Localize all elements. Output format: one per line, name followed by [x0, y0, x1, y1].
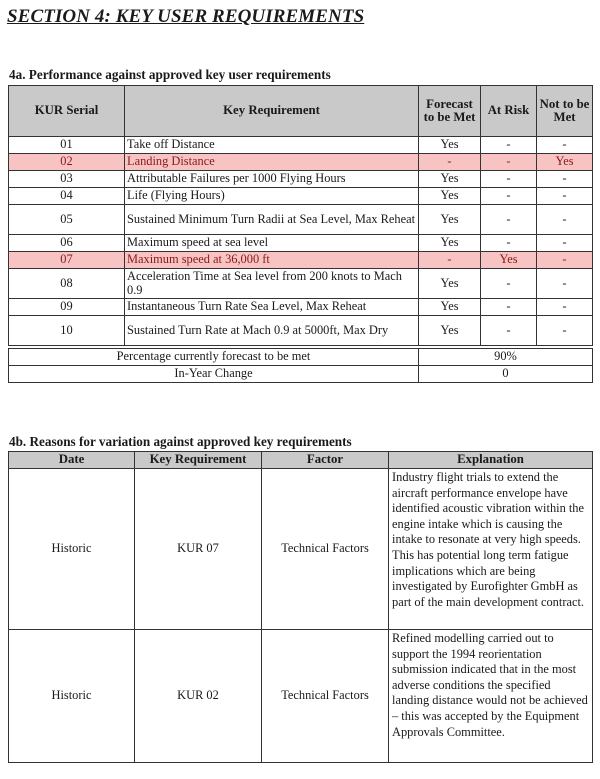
col-header-kur-serial: KUR Serial	[9, 86, 125, 137]
table-row	[9, 235, 593, 252]
variation-heading: 4b. Reasons for variation against approved key requirements	[9, 434, 352, 449]
kur-serial: 01	[9, 137, 125, 154]
kur-forecast: Yes	[419, 299, 481, 316]
kur-not-met: -	[537, 171, 593, 188]
kur-at-risk: -	[481, 171, 537, 188]
kur-forecast: Yes	[419, 269, 481, 299]
col-header-key-requirement: Key Requirement	[125, 86, 419, 137]
variation-explanation: Industry flight trials to extend the aircraft performance envelope have identified acoustic vibration within the engine intake which is causing the intake to resonate at very high speeds. This has potential long term fatigue implications which are being investigated by Eurofighter GmbH as part of the main development contract.	[389, 469, 593, 630]
kur-forecast: Yes	[419, 205, 481, 235]
table-row	[9, 137, 593, 154]
kur-serial: 06	[9, 235, 125, 252]
kur-requirement: Life (Flying Hours)	[125, 188, 419, 205]
kur-at-risk: -	[481, 269, 537, 299]
kur-requirement: Maximum speed at 36,000 ft	[125, 252, 419, 269]
percentage-label: Percentage currently forecast to be met	[9, 349, 419, 366]
kur-not-met: -	[537, 316, 593, 346]
kur-requirement: Acceleration Time at Sea level from 200 knots to Mach 0.9	[125, 269, 419, 299]
kur-serial: 03	[9, 171, 125, 188]
col-header-factor: Factor	[262, 452, 389, 469]
kur-at-risk: -	[481, 205, 537, 235]
table-row-highlighted	[9, 252, 593, 269]
percentage-row	[9, 349, 593, 366]
table-row	[9, 171, 593, 188]
col-header-date: Date	[9, 452, 135, 469]
kur-not-met: -	[537, 269, 593, 299]
kur-at-risk: -	[481, 316, 537, 346]
kur-serial: 08	[9, 269, 125, 299]
col-header-explanation: Explanation	[389, 452, 593, 469]
kur-requirement: Sustained Turn Rate at Mach 0.9 at 5000ft, Max Dry	[125, 316, 419, 346]
kur-serial: 07	[9, 252, 125, 269]
col-header-forecast: Forecast to be Met	[419, 86, 481, 137]
table-row-highlighted	[9, 154, 593, 171]
variation-date: Historic	[9, 469, 135, 630]
kur-at-risk: -	[481, 137, 537, 154]
table-row	[9, 299, 593, 316]
percentage-value: 90%	[419, 349, 593, 366]
kur-serial: 10	[9, 316, 125, 346]
variation-date: Historic	[9, 630, 135, 763]
variation-factor: Technical Factors	[262, 630, 389, 763]
kur-forecast: Yes	[419, 171, 481, 188]
variation-requirement: KUR 07	[135, 469, 262, 630]
table-row	[9, 316, 593, 346]
kur-not-met: -	[537, 299, 593, 316]
variation-requirement: KUR 02	[135, 630, 262, 763]
performance-heading: 4a. Performance against approved key user requirements	[9, 67, 331, 82]
kur-at-risk: -	[481, 188, 537, 205]
kur-not-met: Yes	[537, 154, 593, 171]
kur-requirement: Sustained Minimum Turn Radii at Sea Level, Max Reheat	[125, 205, 419, 235]
table-header-row	[9, 86, 593, 137]
kur-serial: 09	[9, 299, 125, 316]
kur-forecast: -	[419, 252, 481, 269]
kur-requirement: Take off Distance	[125, 137, 419, 154]
table-row	[9, 469, 593, 630]
col-header-at-risk: At Risk	[481, 86, 537, 137]
variation-table	[8, 451, 593, 763]
in-year-value: 0	[419, 366, 593, 383]
kur-forecast: Yes	[419, 235, 481, 252]
kur-forecast: Yes	[419, 188, 481, 205]
table-row	[9, 269, 593, 299]
col-header-not-met: Not to be Met	[537, 86, 593, 137]
kur-not-met: -	[537, 205, 593, 235]
kur-not-met: -	[537, 235, 593, 252]
kur-serial: 04	[9, 188, 125, 205]
kur-not-met: -	[537, 188, 593, 205]
table-header-row	[9, 452, 593, 469]
in-year-label: In-Year Change	[9, 366, 419, 383]
table-row	[9, 205, 593, 235]
table-row	[9, 188, 593, 205]
kur-requirement: Instantaneous Turn Rate Sea Level, Max Reheat	[125, 299, 419, 316]
section-title: SECTION 4: KEY USER REQUIREMENTS	[7, 6, 365, 27]
kur-not-met: -	[537, 137, 593, 154]
kur-forecast: Yes	[419, 137, 481, 154]
kur-serial: 02	[9, 154, 125, 171]
kur-at-risk: Yes	[481, 252, 537, 269]
kur-requirement: Attributable Failures per 1000 Flying Hours	[125, 171, 419, 188]
variation-explanation: Refined modelling carried out to support the 1994 reorientation submission indicated that in the most adverse conditions the specified landing distance would not be achieved – this was accepted by the Equipment Approvals Committee.	[389, 630, 593, 763]
kur-requirement: Maximum speed at sea level	[125, 235, 419, 252]
variation-factor: Technical Factors	[262, 469, 389, 630]
kur-forecast: Yes	[419, 316, 481, 346]
kur-performance-table	[8, 85, 593, 383]
kur-serial: 05	[9, 205, 125, 235]
col-header-key-requirement: Key Requirement	[135, 452, 262, 469]
kur-at-risk: -	[481, 154, 537, 171]
kur-requirement: Landing Distance	[125, 154, 419, 171]
table-row	[9, 630, 593, 763]
kur-at-risk: -	[481, 235, 537, 252]
kur-at-risk: -	[481, 299, 537, 316]
kur-not-met: -	[537, 252, 593, 269]
in-year-change-row	[9, 366, 593, 383]
kur-forecast: -	[419, 154, 481, 171]
